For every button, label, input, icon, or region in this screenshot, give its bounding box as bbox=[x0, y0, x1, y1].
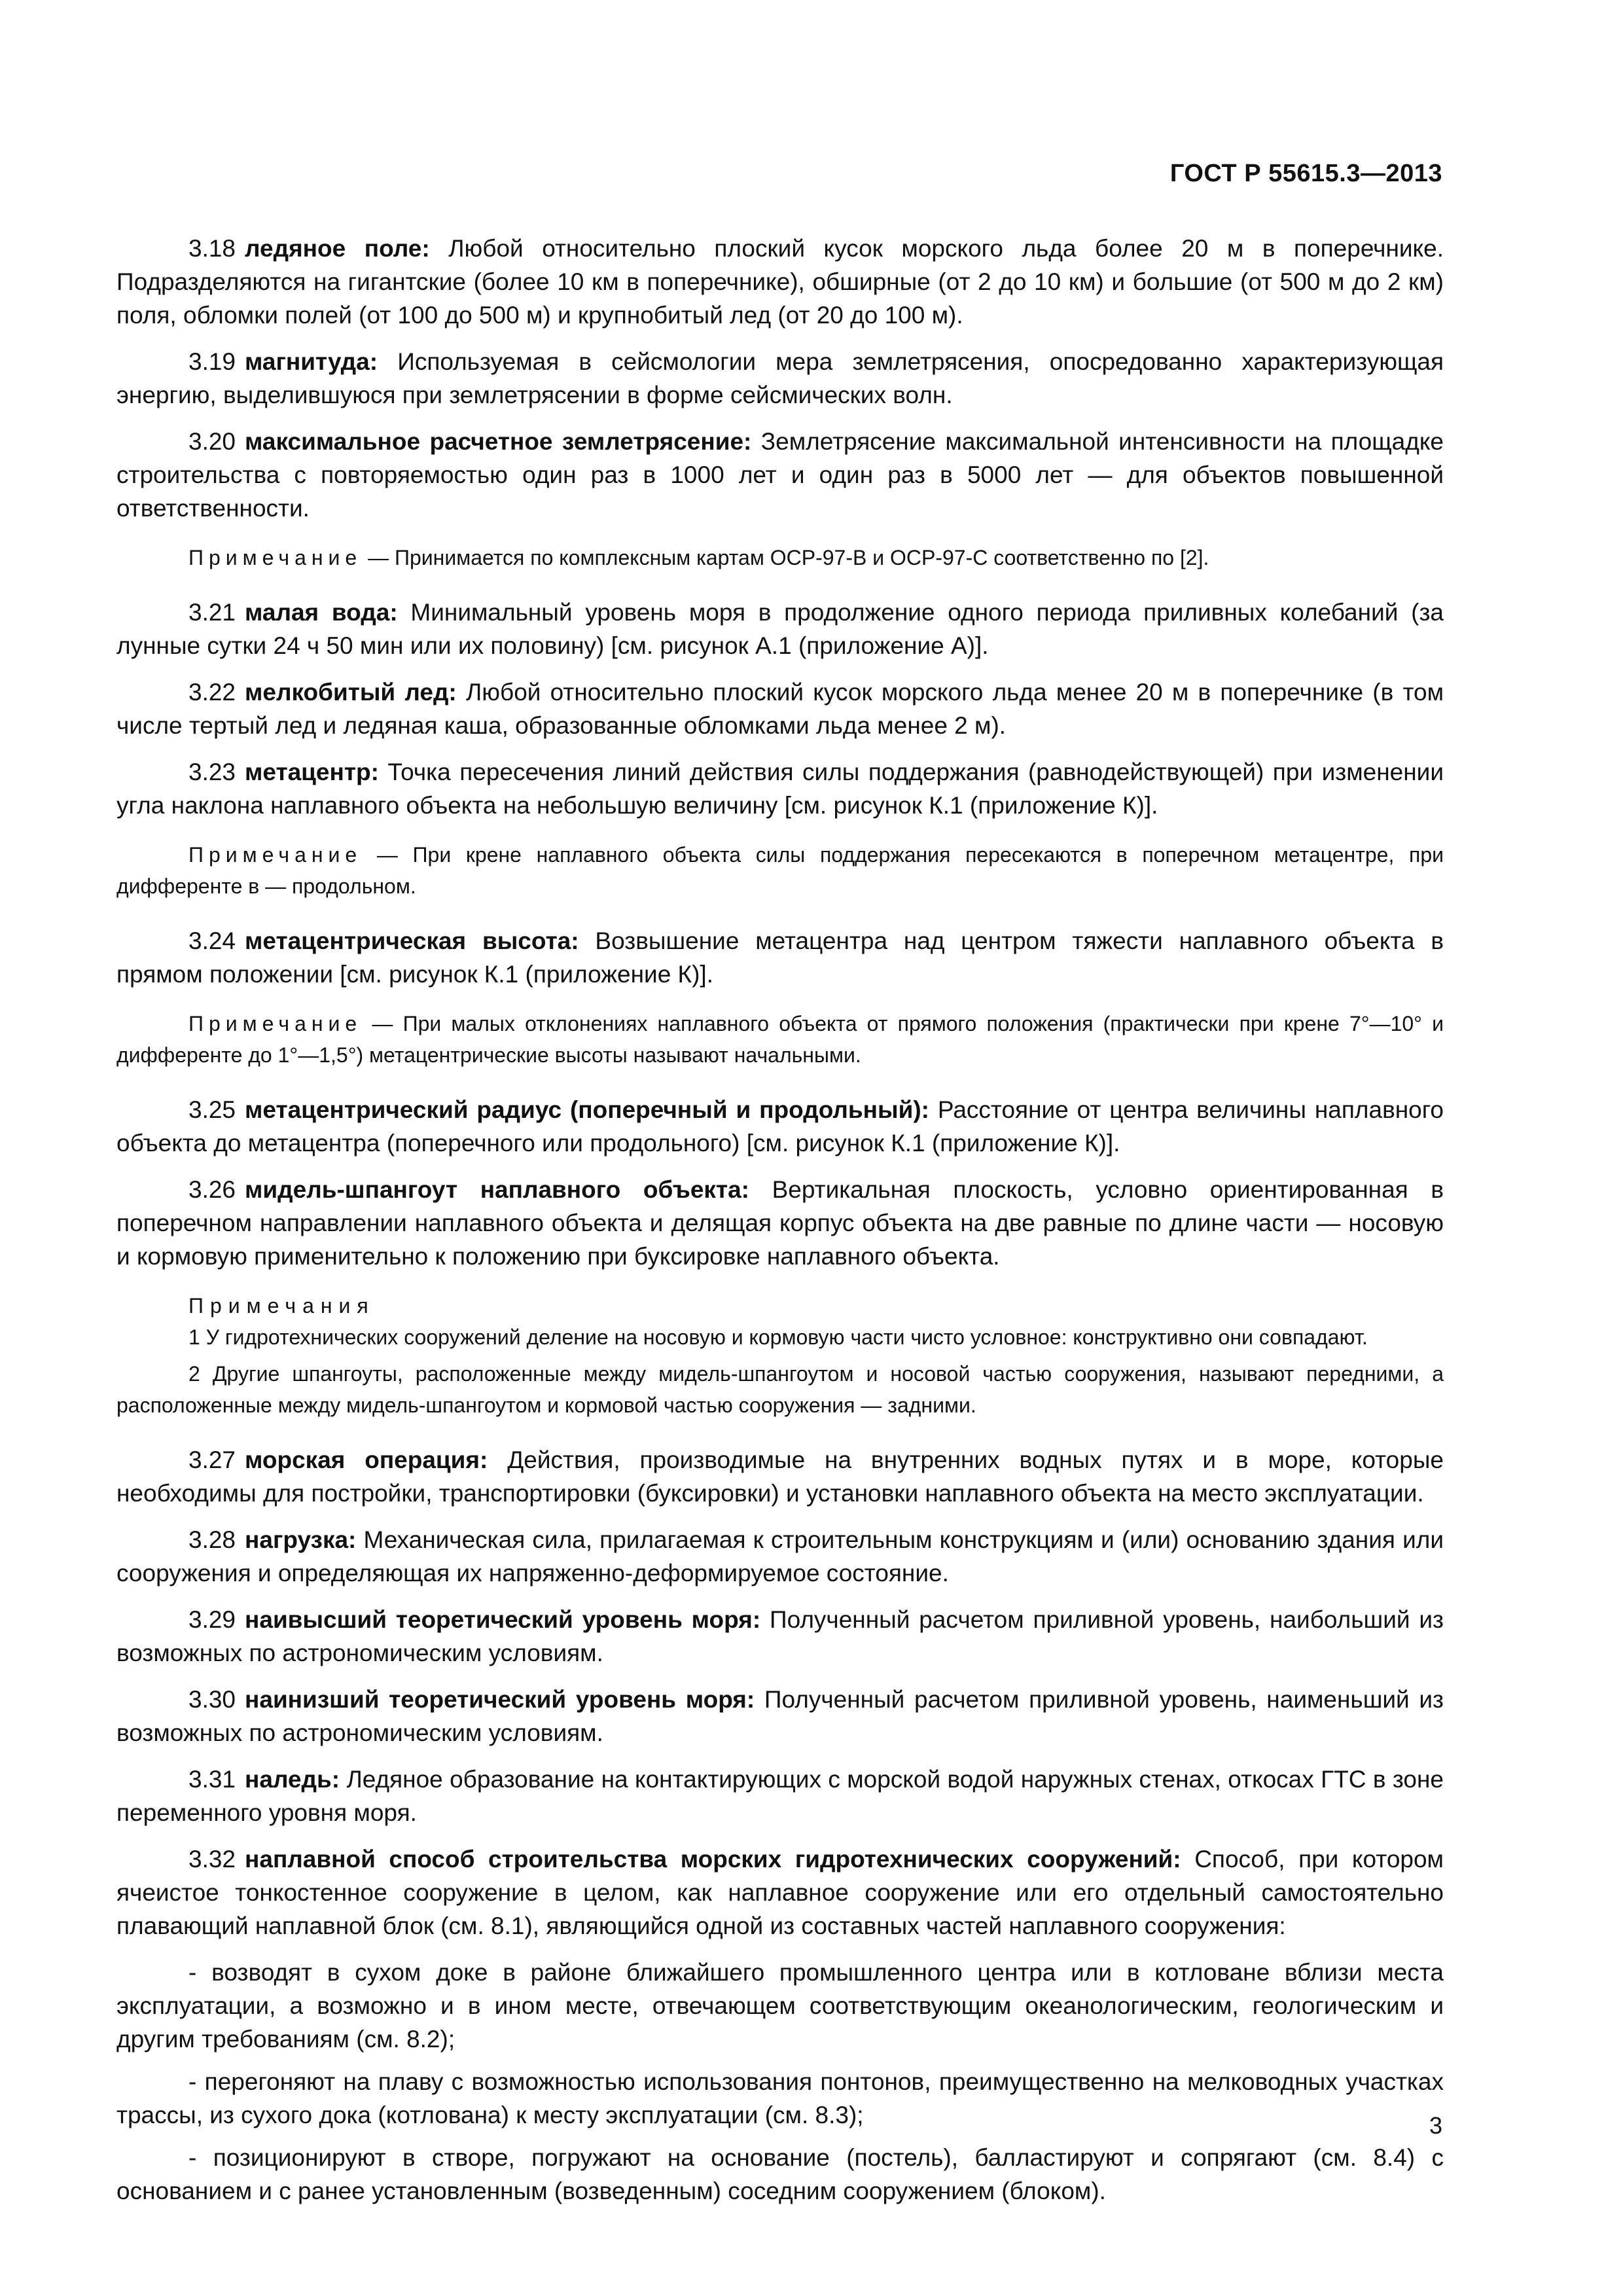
list-item-3: - позиционируют в створе, погружают на основание (постель), балластируют и сопрягают (см. 8.4) с основанием и с ранее установленным (возведенным) соседним сооружением (блоком). bbox=[116, 2144, 1444, 2204]
term-title: нагрузка: bbox=[245, 1526, 357, 1553]
term-definition: Действия, производимые на внутренних водных путях и в море, которые необходимы для постройки, транспортировки (буксировки) и установки наплавного объекта на место эксплуатации. bbox=[116, 1446, 1444, 1507]
term-definition: Расстояние от центра величины наплавного объекта до метацентра (поперечного или продольного) [см. рисунок К.1 (приложение К)]. bbox=[116, 1096, 1444, 1157]
term-title: метацентрический радиус (поперечный и продольный): bbox=[245, 1096, 929, 1123]
term-3-32 bbox=[116, 1842, 1444, 1943]
term-number: 3.21 bbox=[188, 599, 236, 626]
note-3-20 bbox=[116, 542, 1444, 573]
term-number: 3.24 bbox=[188, 927, 236, 954]
term-title: малая вода: bbox=[245, 599, 398, 626]
term-title: метацентр: bbox=[245, 759, 379, 785]
note-text: — При крене наплавного объекта силы поддержания пересекаются в поперечном метацентре, при дифференте в — продольном. bbox=[116, 843, 1444, 898]
term-title: метацентрическая высота: bbox=[245, 927, 579, 954]
term-3-23 bbox=[116, 755, 1444, 822]
term-3-20 bbox=[116, 425, 1444, 525]
note-3-24 bbox=[116, 1008, 1444, 1071]
term-title: ледяное поле: bbox=[245, 235, 430, 262]
term-number: 3.30 bbox=[188, 1686, 236, 1713]
term-number: 3.18 bbox=[188, 235, 236, 262]
note-text: — Принимается по комплексным картам ОСР-97-В и ОСР-97-С соответственно по [2]. bbox=[368, 546, 1209, 569]
list-item-1: - возводят в сухом доке в районе ближайшего промышленного центра или в котловане вблизи места эксплуатации, а возможно и в ином месте, отвечающем соответствующим океанологическим, геологическим и другим требованиям (см. 8.2); bbox=[116, 1959, 1444, 2053]
document-body bbox=[116, 232, 1444, 2217]
document-header: ГОСТ Р 55615.3—2013 bbox=[1169, 160, 1442, 187]
term-number: 3.28 bbox=[188, 1526, 236, 1553]
term-number: 3.19 bbox=[188, 348, 236, 375]
term-title: магнитуда: bbox=[245, 348, 378, 375]
term-3-28 bbox=[116, 1523, 1444, 1590]
term-3-26 bbox=[116, 1173, 1444, 1273]
term-number: 3.22 bbox=[188, 679, 236, 706]
term-3-24 bbox=[116, 924, 1444, 991]
term-title: морская операция: bbox=[245, 1446, 488, 1473]
term-definition: Землетрясение максимальной интенсивности на площадке строительства с повторяемостью один раз в 1000 лет и один раз в 5000 лет — для объектов повышенной ответственности. bbox=[116, 428, 1444, 522]
term-3-18 bbox=[116, 232, 1444, 332]
term-title: мелкобитый лед: bbox=[245, 679, 457, 706]
term-definition: Используемая в сейсмологии мера землетрясения, опосредованно характеризующая энергию, выделившуюся при землетрясении в форме сейсмических волн. bbox=[116, 348, 1444, 408]
term-title: мидель-шпангоут наплавного объекта: bbox=[245, 1176, 749, 1203]
term-3-19 bbox=[116, 345, 1444, 412]
note-label: Примечание bbox=[188, 843, 363, 867]
term-title: наивысший теоретический уровень моря: bbox=[245, 1606, 761, 1633]
term-number: 3.23 bbox=[188, 759, 236, 785]
term-title: максимальное расчетное землетрясение: bbox=[245, 428, 752, 455]
notes-heading: Примечания bbox=[188, 1294, 375, 1318]
term-definition: Любой относительно плоский кусок морского льда менее 20 м в поперечнике (в том числе тертый лед и ледяная каша, образованные обломками льда менее 2 м). bbox=[116, 679, 1444, 739]
term-number: 3.31 bbox=[188, 1766, 236, 1793]
page-number: 3 bbox=[1429, 2112, 1442, 2139]
note-label: Примечание bbox=[188, 1012, 363, 1035]
term-title: наинизший теоретический уровень моря: bbox=[245, 1686, 755, 1713]
term-definition: Механическая сила, прилагаемая к строительным конструкциям и (или) основанию здания или сооружения и определяющая их напряженно-деформируемое состояние. bbox=[116, 1526, 1444, 1587]
term-3-22 bbox=[116, 675, 1444, 742]
note-text: — При малых отклонениях наплавного объекта от прямого положения (практически при крене 7°—10° и дифференте до 1°—1,5°) метацентрические высоты называют начальными. bbox=[116, 1012, 1444, 1067]
term-title: наплавной способ строительства морских гидротехнических сооружений: bbox=[245, 1846, 1181, 1873]
note-item-1: 1 У гидротехнических сооружений деление на носовую и кормовую части чисто условное: конструктивно они совпадают. bbox=[188, 1325, 1368, 1349]
term-3-29 bbox=[116, 1603, 1444, 1670]
term-definition: Ледяное образование на контактирующих с морской водой наружных стенах, откосах ГТС в зоне переменного уровня моря. bbox=[116, 1766, 1444, 1826]
term-number: 3.29 bbox=[188, 1606, 236, 1633]
term-3-27 bbox=[116, 1443, 1444, 1510]
notes-3-26 bbox=[116, 1290, 1444, 1421]
term-definition: Полученный расчетом приливной уровень, наибольший из возможных по астрономическим условиям. bbox=[116, 1606, 1444, 1666]
term-definition: Точка пересечения линий действия силы поддержания (равнодействующей) при изменении угла наклона наплавного объекта на небольшую величину [см. рисунок К.1 (приложение К)]. bbox=[116, 759, 1444, 819]
term-number: 3.27 bbox=[188, 1446, 236, 1473]
term-number: 3.26 bbox=[188, 1176, 236, 1203]
term-definition: Возвышение метацентра над центром тяжести наплавного объекта в прямом положении [см. рисунок К.1 (приложение К)]. bbox=[116, 927, 1444, 988]
term-number: 3.20 bbox=[188, 428, 236, 455]
term-title: наледь: bbox=[245, 1766, 340, 1793]
term-definition: Полученный расчетом приливной уровень, наименьший из возможных по астрономическим условиям. bbox=[116, 1686, 1444, 1746]
note-item-2: 2 Другие шпангоуты, расположенные между мидель-шпангоутом и носовой частью сооружения, называют передними, а расположенные между мидель-шпангоутом и кормовой частью сооружения — задними. bbox=[116, 1362, 1444, 1417]
term-definition: Любой относительно плоский кусок морского льда более 20 м в поперечнике. Подразделяются на гигантские (более 10 км в поперечнике), обширные (от 2 до 10 км) и большие (от 500 м до 2 км) поля, обломки полей (от 100 до 500 м) и крупнобитый лед (от 20 до 100 м). bbox=[116, 235, 1444, 329]
term-3-31 bbox=[116, 1763, 1444, 1829]
term-number: 3.25 bbox=[188, 1096, 236, 1123]
note-3-23 bbox=[116, 839, 1444, 902]
list-item-2: - перегоняют на плаву с возможностью использования понтонов, преимущественно на мелководных участках трассы, из сухого дока (котлована) к месту эксплуатации (см. 8.3); bbox=[116, 2068, 1444, 2128]
term-definition: Способ, при котором ячеистое тонкостенное сооружение в целом, как наплавное сооружение или его отдельный самостоятельно плавающий наплавной блок (см. 8.1), являющийся одной из составных частей наплавного сооружения: bbox=[116, 1846, 1444, 1939]
note-label: Примечание bbox=[188, 546, 363, 569]
term-number: 3.32 bbox=[188, 1846, 236, 1873]
term-3-21 bbox=[116, 596, 1444, 662]
term-definition: Минимальный уровень моря в продолжение одного периода приливных колебаний (за лунные сутки 24 ч 50 мин или их половину) [см. рисунок А.1 (приложение А)]. bbox=[116, 599, 1444, 659]
term-definition: Вертикальная плоскость, условно ориентированная в поперечном направлении наплавного объекта и делящая корпус объекта на две равные по длине части — носовую и кормовую применительно к положению при буксировке наплавного объекта. bbox=[116, 1176, 1444, 1270]
term-3-30 bbox=[116, 1683, 1444, 1749]
term-3-25 bbox=[116, 1093, 1444, 1160]
